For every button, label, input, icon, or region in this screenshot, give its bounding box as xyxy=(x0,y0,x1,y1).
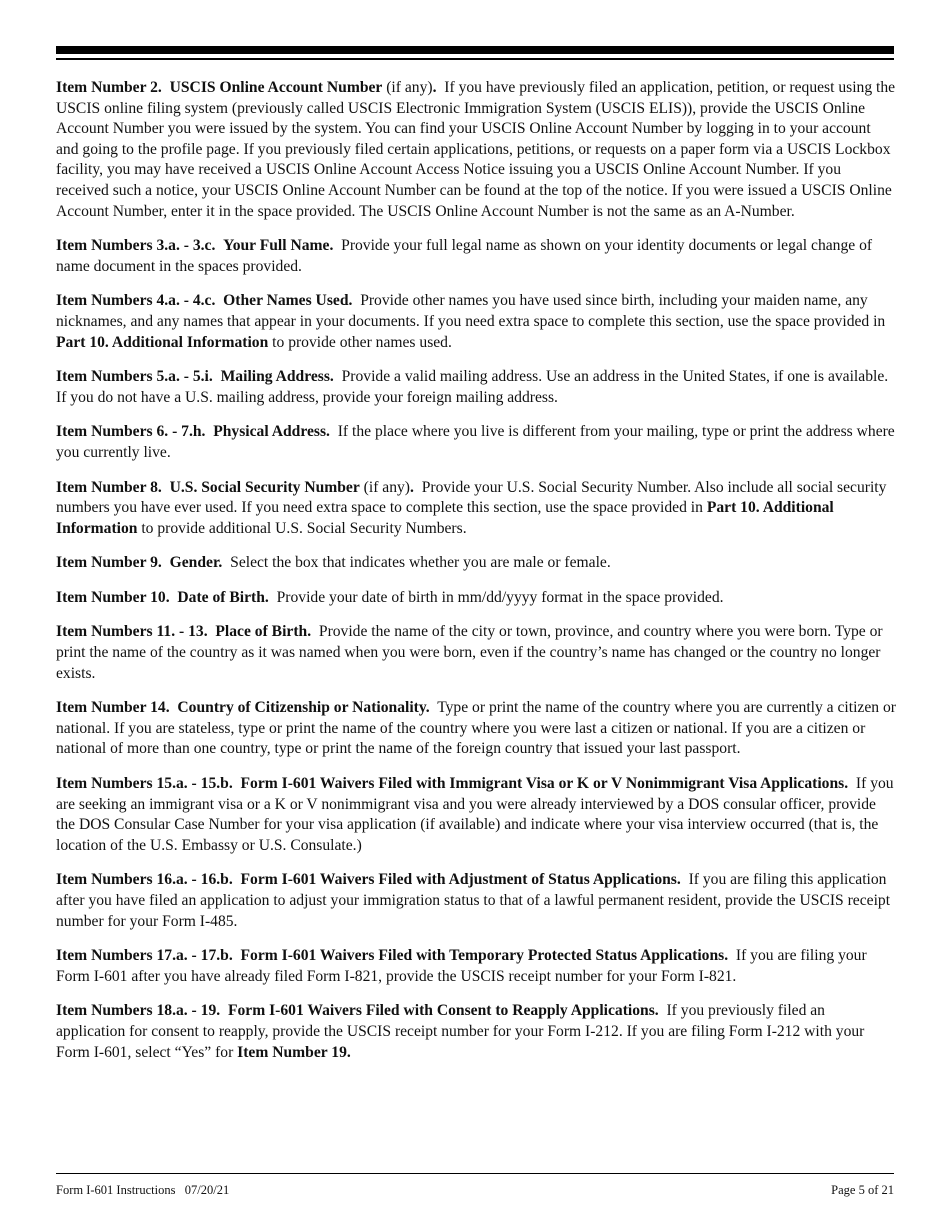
footer-form-name: Form I-601 Instructions 07/20/21 xyxy=(56,1183,230,1197)
item-mailing-address: Item Numbers 5.a. - 5.i. Mailing Address. Provide a valid mailing address. Use an address in the United States, if one is available. If you do not have a U.S. mailing address, provide your foreign mailing address. xyxy=(56,368,889,406)
footer-page-number: Page 5 of 21 xyxy=(831,1183,894,1197)
item-full-name: Item Numbers 3.a. - 3.c. Your Full Name. Provide your full legal name as shown on your identity documents or legal change of name document in the spaces provided. xyxy=(56,237,873,275)
item-immigrant-visa-waivers: Item Numbers 15.a. - 15.b. Form I-601 Waivers Filed with Immigrant Visa or K or V Nonimmigrant Visa Applications. If you are seeking an immigrant visa or a K or V nonimmigrant visa and you were already interviewed by a DOS consular officer, provide the DOS Consular Case Number for your visa application (if available) and indicate where your visa interview occurred (that is, the location of the U.S. Embassy or U.S. Consulate.) xyxy=(56,775,894,854)
item-social-security-number: Item Number 8. U.S. Social Security Number (if any). Provide your U.S. Social Security Number. Also include all social security numbers you have ever used. If you need extra space to complete this section, use the space provided in Part 10. Additional Information to provide additional U.S. Social Security Numbers. xyxy=(56,478,887,537)
item-country-of-citizenship: Item Number 14. Country of Citizenship or Nationality. Type or print the name of the country where you are currently a citizen or national. If you are stateless, type or print the name of the country where you were last a citizen or national. If you are a citizen or national of more than one country, type or print the name of the foreign country that issued your last passport. xyxy=(56,699,896,758)
item-gender: Item Number 9. Gender. Select the box that indicates whether you are male or female. xyxy=(56,554,611,572)
footer-rule xyxy=(56,1173,894,1174)
top-rule-thin xyxy=(56,58,894,60)
item-adjustment-of-status-waivers: Item Numbers 16.a. - 16.b. Form I-601 Waivers Filed with Adjustment of Status Applications. If you are filing this application after you have filed an application to adjust your immigration status to that of a lawful permanent resident, provide the USCIS receipt number for your Form I-485. xyxy=(56,871,891,930)
item-temporary-protected-status-waivers: Item Numbers 17.a. - 17.b. Form I-601 Waivers Filed with Temporary Protected Status Applications. If you are filing your Form I-601 after you have already filed Form I-821, provide the USCIS receipt number for your Form I-821. xyxy=(56,947,867,985)
item-online-account-number: Item Number 2. USCIS Online Account Number (if any). If you have previously filed an application, petition, or request using the USCIS online filing system (previously called USCIS Electronic Immigration System (USCIS ELIS)), provide the USCIS Online Account Number you were issued by the system. You can find your USCIS Online Account Number by logging in to your account and going to the profile page. If you previously filed certain applications, petitions, or requests on a paper form via a USCIS Lockbox facility, you may have received a USCIS Online Account Access Notice issuing you a USCIS Online Account Number. If you received such a notice, your USCIS Online Account Number can be found at the top of the notice. If you were issued a USCIS Online Account Number, enter it in the space provided. The USCIS Online Account Number is not the same as an A-Number. xyxy=(56,79,896,220)
top-rule-thick xyxy=(56,46,894,54)
item-other-names: Item Numbers 4.a. - 4.c. Other Names Used. Provide other names you have used since birth, including your maiden name, any nicknames, and any names that appear in your documents. If you need extra space to complete this section, use the space provided in Part 10. Additional Information to provide other names used. xyxy=(56,292,886,351)
instructions-body xyxy=(56,78,896,1077)
item-date-of-birth: Item Number 10. Date of Birth. Provide your date of birth in mm/dd/yyyy format in the space provided. xyxy=(56,588,724,606)
item-consent-to-reapply-waivers: Item Numbers 18.a. - 19. Form I-601 Waivers Filed with Consent to Reapply Applications. If you previously filed an application for consent to reapply, provide the USCIS receipt number for your Form I-212. If you are filing Form I-212 with your Form I-601, select “Yes” for Item Number 19. xyxy=(56,1002,865,1061)
item-physical-address: Item Numbers 6. - 7.h. Physical Address. If the place where you live is different from your mailing, type or print the address where you currently live. xyxy=(56,423,895,461)
item-place-of-birth: Item Numbers 11. - 13. Place of Birth. Provide the name of the city or town, province, and country where you were born. Type or print the name of the country as it was named when you were born, even if the country’s name has changed or the country no longer exists. xyxy=(56,623,883,682)
